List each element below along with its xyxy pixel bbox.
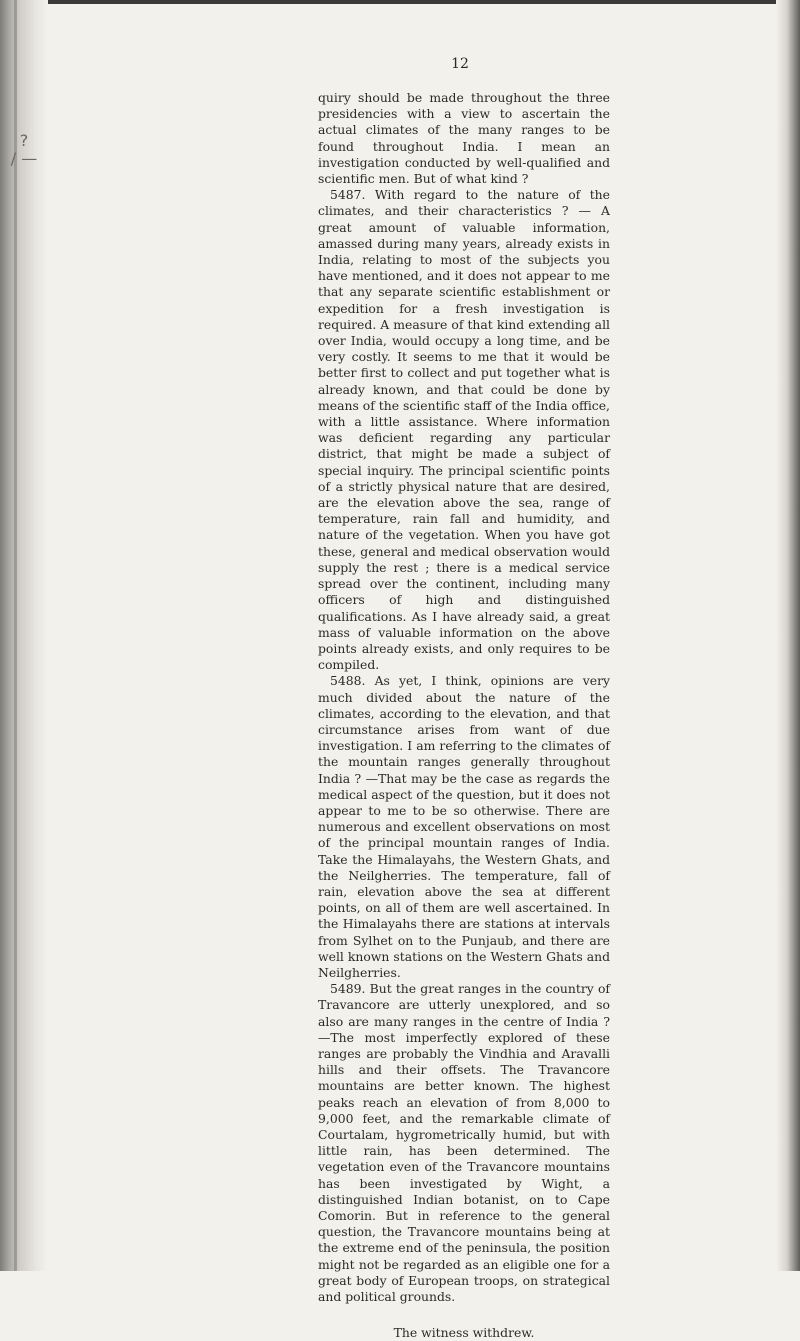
paragraph-5489: 5489. But the great ranges in the country of Travancore are utterly unexplored, and so also are many ranges in the centre of India ?—The most imperfectly explored of these ranges are probably the Vindhia and Aravalli hills and their offsets. The Travancore mountains are better known. The highest peaks reach an elevation of from 8,000 to 9,000 feet, and the remarkable climate of Courtalam, hygrometrically humid, but with little rain, has been determined. The vegetation even of the Travancore mountains has been investigated by Wight, a distinguished Indian botanist, on to Cape Comorin. But in reference to the general question, the Travancore mountains being at the extreme end of the peninsula, the position might not be regarded as an eligible one for a great body of European troops, on strategical and political grounds. — [318, 981, 610, 1305]
paragraph-5487: 5487. With regard to the nature of the climates, and their characteristics ? — A great amount of valuable information, amassed during many years, already exists in India, relating to most of the subjects you have mentioned, and it does not appear to me that any separate scientific establishment or expedition for a fresh investigation is required. A measure of that kind extending all over India, would occupy a long time, and be very costly. It seems to me that it would be better first to collect and put together what is already known, and that could be done by means of the scientific staff of the India office, with a little assistance. Where information was deficient regarding any particular district, that might be made a subject of special inquiry. The principal scientific points of a strictly physical nature that are desired, are the elevation above the sea, range of temperature, rain fall and humidity, and nature of the vegetation. When you have got these, general and medical observation would supply the rest ; there is a medical service spread over the continent, including many officers of high and distinguished qualifications. As I have already said, a great mass of valuable information on the above points already exists, and only requires to be compiled. — [318, 187, 610, 673]
page-right-edge — [776, 0, 800, 1271]
page-number: 12 — [451, 56, 469, 72]
paragraph-continuation: quiry should be made throughout the three presidencies with a view to ascertain the actual climates of the many ranges to be found throughout India. I mean an investigation conducted by well-qualified and scientific men. But of what kind ? — [318, 90, 610, 187]
witness-withdrew-line: The witness withdrew. — [393, 1325, 535, 1341]
paragraph-5488: 5488. As yet, I think, opinions are very much divided about the nature of the climates, according to the elevation, and that circumstance arises from want of due investigation. I am referring to the climates of the mountain ranges generally throughout India ? —That may be the case as regards the medical aspect of the question, but it does not appear to me to be so otherwise. There are numerous and excellent observations on most of the principal mountain ranges of India. Take the Himalayahs, the Western Ghats, and the Neilgherries. The temperature, fall of rain, elevation above the sea at different points, on all of them are well ascertained. In the Himalayahs there are stations at intervals from Sylhet on to the Punjaub, and there are well known stations on the Western Ghats and Neilgherries. — [318, 673, 610, 980]
margin-pencil-note: ? / — — [10, 131, 38, 168]
book-binding-edge — [0, 0, 48, 1271]
page-top-edge — [0, 0, 800, 4]
text-column — [318, 90, 610, 1341]
